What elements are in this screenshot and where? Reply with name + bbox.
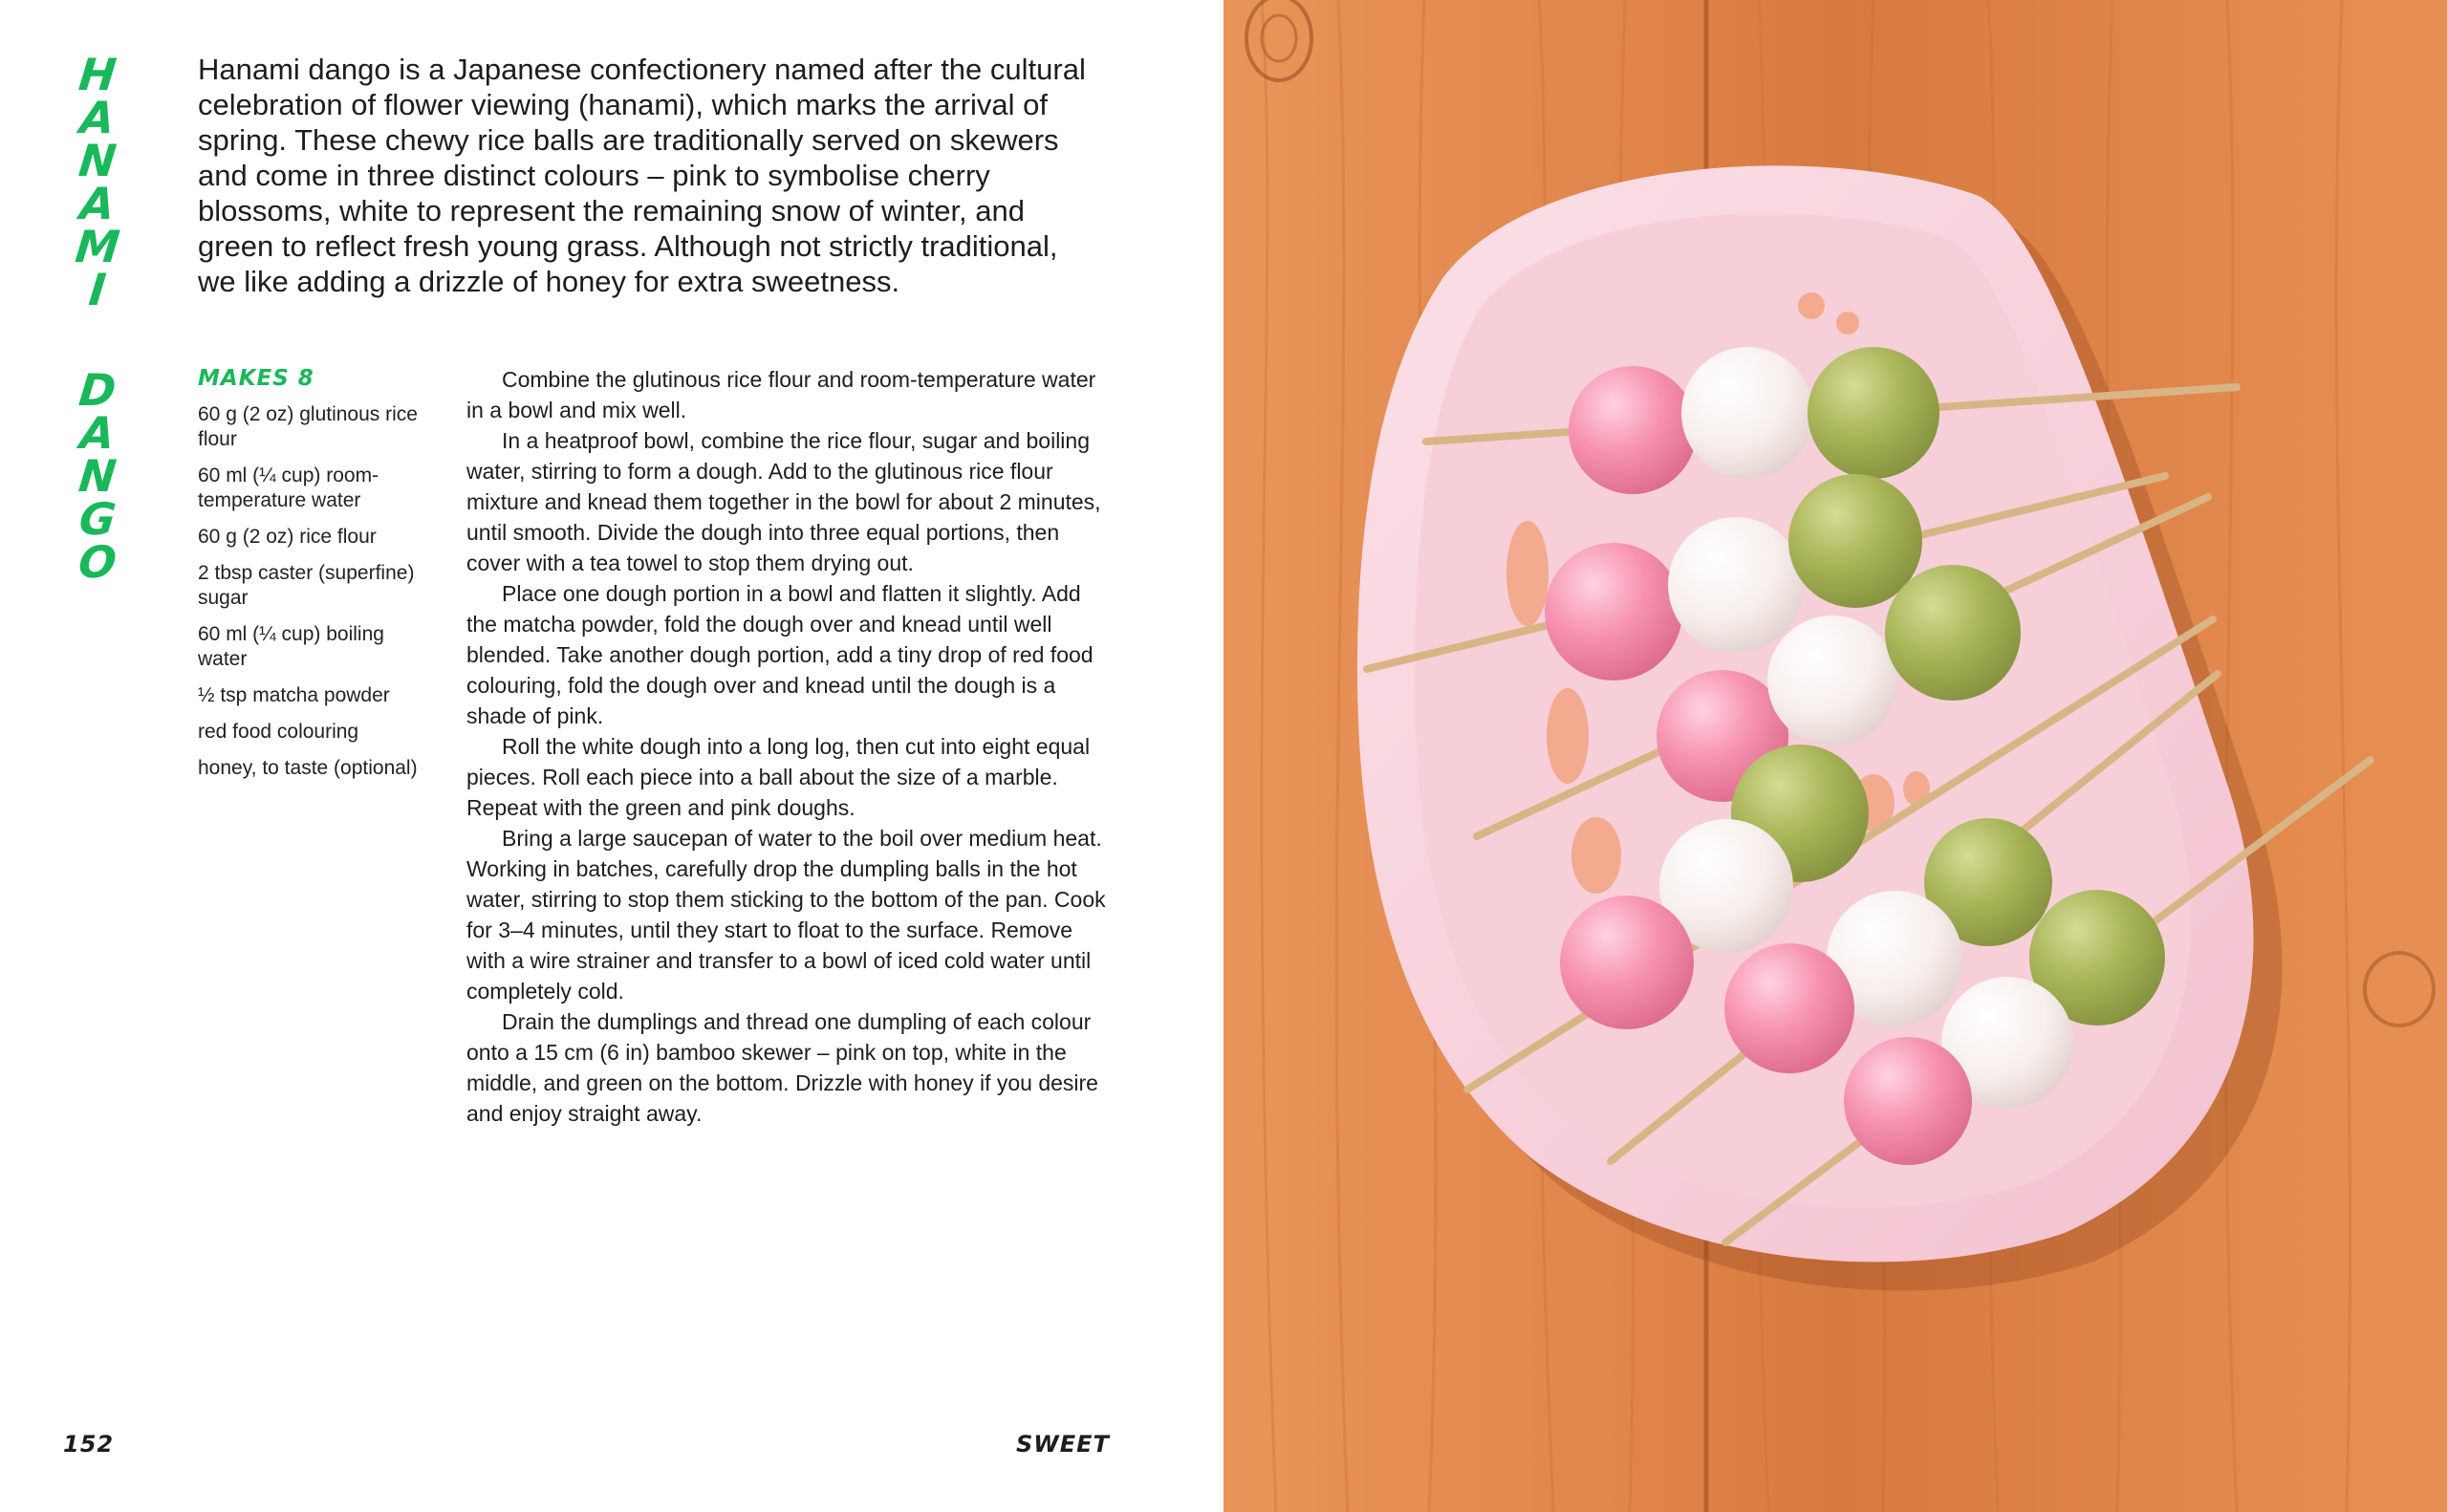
method-step: Roll the white dough into a long log, then cut into eight equal pieces. Roll each piece into a ball about the size of a marble. Repeat with the green and pink doughs. (466, 734, 1091, 820)
title-letter: A (77, 178, 118, 229)
title-letter: A (77, 407, 118, 459)
title-letter: N (76, 135, 119, 186)
ingredient-items (198, 402, 437, 781)
dango-photo (1224, 0, 2447, 1512)
method-steps (466, 364, 1112, 1129)
title-letter: M (73, 221, 122, 272)
ingredient-item: 60 g (2 oz) rice flour (198, 526, 377, 548)
title-letter: N (76, 450, 119, 502)
photo-page (1224, 0, 2447, 1512)
method-step: Bring a large saucepan of water to the boil over medium heat. Working in batches, carefully drop the dumpling balls in the hot water, stirring to stop them sticking to the bottom of the pan. Cook for 3–4 minutes, until they start to float to the surface. Remove with a wire strainer and transfer to a bowl of iced cold water until completely cold. (466, 826, 1106, 1004)
title-word-dango (69, 364, 126, 588)
ingredients-list (198, 366, 437, 792)
ingredient-item: 60 ml (¼ cup) room-temperature water (198, 464, 379, 511)
ingredient-item: honey, to taste (optional) (198, 757, 418, 779)
method-step: Combine the glutinous rice flour and room-temperature water in a bowl and mix well. (466, 367, 1096, 422)
page-number: 152 (63, 1431, 115, 1458)
title-letter: I (86, 264, 109, 315)
title-letter: O (76, 536, 119, 588)
ingredient-item: 60 ml (¼ cup) boiling water (198, 623, 384, 670)
ingredient-item: 60 g (2 oz) glutinous rice flour (198, 403, 418, 450)
method-step: Drain the dumplings and thread one dumpling of each colour onto a 15 cm (6 in) bamboo skewer – pink on top, white in the middle, and green on the bottom. Drizzle with honey if you desire and enjoy straight away. (466, 1009, 1098, 1126)
yield-label: MAKES 8 (198, 366, 314, 391)
section-name: SWEET (1016, 1431, 1110, 1458)
intro-paragraph: Hanami dango is a Japanese confectionery named after the cultural celebration of flower viewing (hanami), which marks the arrival of spring. These chewy rice balls are traditionally served on skewers and come in three distinct colours – pink to symbolise cherry blossoms, white to represent the remaining snow of winter, and green to reflect fresh young grass. Although not strictly traditional, we like adding a drizzle of honey for extra sweetness. (198, 53, 1086, 298)
title-letter: A (77, 92, 118, 143)
title-letter: D (76, 364, 119, 416)
method-step: In a heatproof bowl, combine the rice flour, sugar and boiling water, stirring to form a dough. Add to the glutinous rice flour mixture and knead them together in the bowl for about 2 minutes, until smooth. Divide the dough into three equal portions, then cover with a tea towel to stop them drying out. (466, 428, 1101, 575)
ingredient-item: 2 tbsp caster (superfine) sugar (198, 562, 415, 609)
title-letter: G (76, 493, 119, 545)
method-step: Place one dough portion in a bowl and flatten it slightly. Add the matcha powder, fold the dough over and knead until well blended. Take another dough portion, add a tiny drop of red food colouring, fold the dough over and knead until the dough is a shade of pink. (466, 581, 1094, 728)
title-letter: H (76, 49, 119, 100)
ingredient-item: red food colouring (198, 721, 359, 743)
ingredient-item: ½ tsp matcha powder (198, 684, 390, 706)
recipe-title (63, 49, 132, 588)
title-word-hanami (69, 49, 126, 315)
